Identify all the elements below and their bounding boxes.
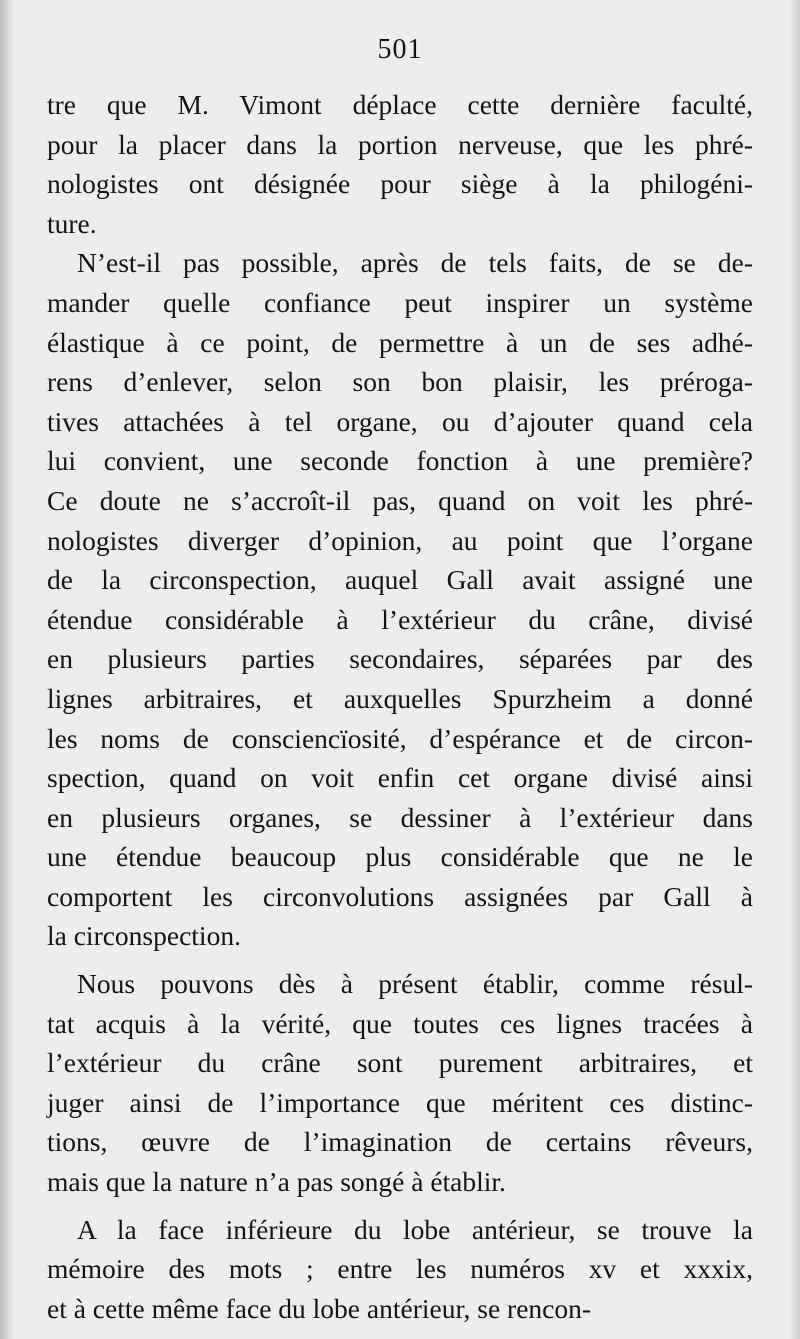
text-line: les noms de consciencïosité, d’espérance et de circon- <box>47 722 753 754</box>
text-line: ture. <box>47 207 97 239</box>
text-line: la circonspection. <box>47 920 241 952</box>
text-line: mander quelle confiance peut inspirer un système <box>47 286 753 318</box>
page-number: 501 <box>377 34 423 65</box>
paragraph <box>47 85 753 243</box>
text-line: en plusieurs organes, se dessiner à l’extérieur dans <box>47 801 753 833</box>
text-line: nologistes ont désignée pour siège à la philogéni- <box>47 168 753 200</box>
text-line: lui convient, une seconde fonction à une première? <box>47 445 753 477</box>
text-line: mémoire des mots ; entre les numéros xv et xxxix, <box>47 1253 753 1285</box>
paragraph <box>47 1210 753 1329</box>
text-line: juger ainsi de l’importance que méritent ces distinc- <box>47 1086 753 1118</box>
text-line: tat acquis à la vérité, que toutes ces lignes tracées à <box>47 1007 753 1039</box>
text-line: Nous pouvons dès à présent établir, comme résul- <box>77 968 753 1000</box>
text-line: comportent les circonvolutions assignées par Gall à <box>47 880 753 912</box>
paragraph-gap <box>47 956 753 964</box>
text-line: étendue considérable à l’extérieur du crâne, divisé <box>47 603 753 635</box>
paragraph <box>47 964 753 1202</box>
text-line: tre que M. Vimont déplace cette dernière faculté, <box>47 89 753 120</box>
text-line: en plusieurs parties secondaires, séparées par des <box>47 643 753 675</box>
text-line: Ce doute ne s’accroît-il pas, quand on voit les phré- <box>47 484 753 516</box>
text-line: de la circonspection, auquel Gall avait assigné une <box>47 564 753 596</box>
text-line: tives attachées à tel organe, ou d’ajouter quand cela <box>47 405 753 437</box>
text-line: rens d’enlever, selon son bon plaisir, les préroga- <box>47 366 753 398</box>
paragraph-gap <box>47 1202 753 1210</box>
text-line: tions, œuvre de l’imagination de certains rêveurs, <box>47 1126 753 1158</box>
text-line: élastique à ce point, de permettre à un de ses adhé- <box>47 326 753 358</box>
text-line: mais que la nature n’a pas songé à établir. <box>47 1166 506 1198</box>
text-line: N’est-il pas possible, après de tels faits, de se de- <box>77 247 753 279</box>
text-line: nologistes diverger d’opinion, au point que l’organe <box>47 524 753 556</box>
text-line: l’extérieur du crâne sont purement arbitraires, et <box>47 1047 753 1079</box>
text-line: pour la placer dans la portion nerveuse, que les phré- <box>47 128 753 160</box>
body-text <box>47 85 753 1328</box>
text-line: lignes arbitraires, et auxquelles Spurzheim a donné <box>47 682 753 714</box>
text-line: et à cette même face du lobe antérieur, se rencon- <box>47 1292 592 1324</box>
text-line: spection, quand on voit enfin cet organe divisé ainsi <box>47 762 753 794</box>
text-line: A la face inférieure du lobe antérieur, se trouve la <box>77 1213 753 1245</box>
paragraph <box>47 243 753 956</box>
text-line: une étendue beaucoup plus considérable que ne le <box>47 841 753 873</box>
